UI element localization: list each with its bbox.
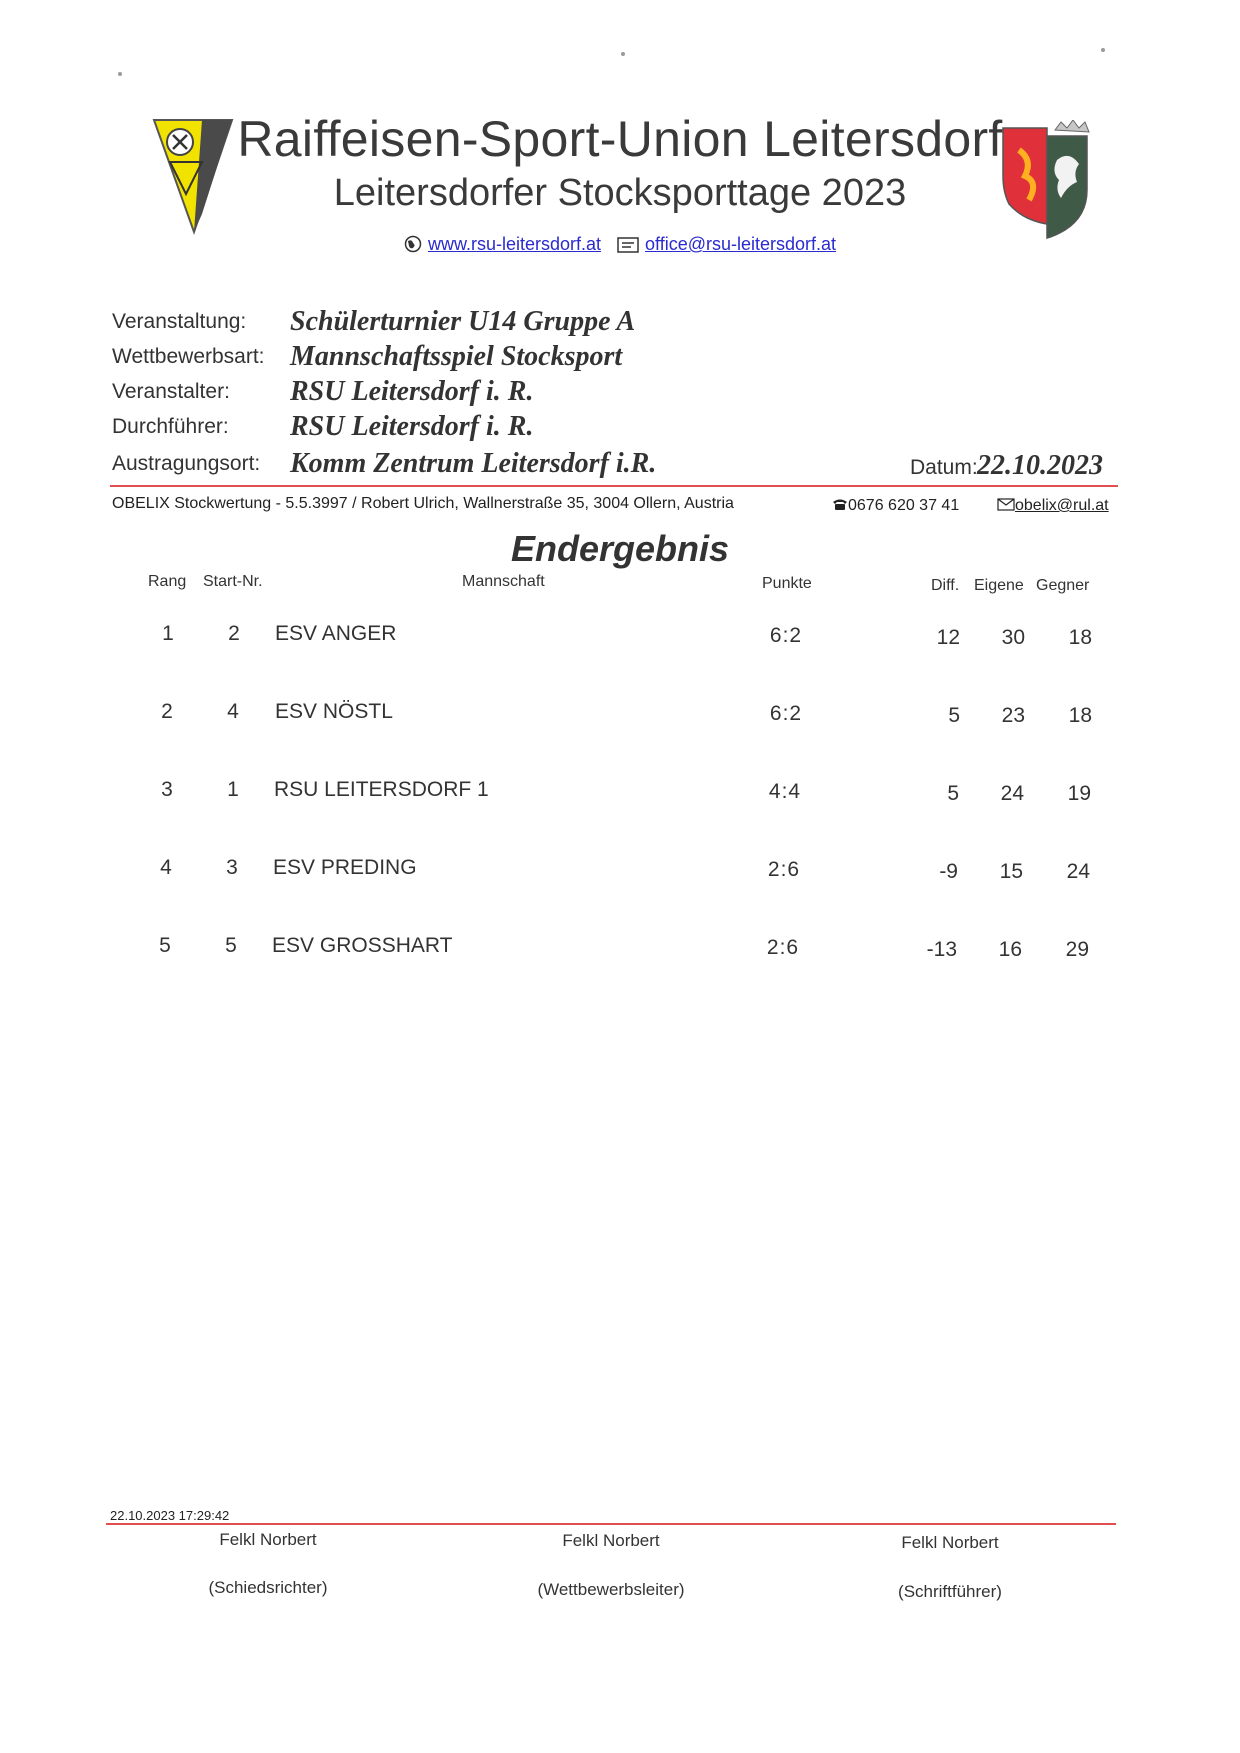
cell-start: 2 bbox=[228, 622, 240, 645]
footer-divider bbox=[106, 1523, 1116, 1525]
cell-gegner: 24 bbox=[1066, 860, 1090, 883]
value-austragungsort: Komm Zentrum Leitersdorf i.R. bbox=[290, 448, 657, 479]
cell-start: 3 bbox=[226, 856, 238, 879]
phone-icon bbox=[832, 498, 848, 511]
cell-rang: 5 bbox=[159, 934, 171, 957]
signature-role: (Wettbewerbsleiter) bbox=[537, 1580, 685, 1599]
value-wettbewerbsart: Mannschaftsspiel Stocksport bbox=[290, 341, 623, 372]
results-title: Endergebnis bbox=[510, 528, 730, 569]
header-mannschaft: Mannschaft bbox=[462, 573, 545, 590]
cell-eigene: 24 bbox=[1000, 782, 1024, 805]
value-veranstalter: RSU Leitersdorf i. R. bbox=[290, 376, 534, 407]
label-durchfuehrer: Durchführer: bbox=[112, 415, 229, 438]
cell-start: 1 bbox=[227, 778, 239, 801]
obelix-email[interactable]: obelix@rul.at bbox=[1015, 497, 1109, 514]
cell-rang: 4 bbox=[160, 856, 172, 879]
cell-start: 4 bbox=[227, 700, 239, 723]
signature-role: (Schiedsrichter) bbox=[208, 1578, 328, 1597]
signature-name: Felkl Norbert bbox=[901, 1533, 999, 1552]
cell-punkte: 6:2 bbox=[769, 702, 803, 725]
header-divider bbox=[110, 485, 1118, 487]
header-eigene: Eigene bbox=[974, 577, 1024, 594]
date-value: 22.10.2023 bbox=[977, 450, 1103, 481]
signature-name: Felkl Norbert bbox=[562, 1531, 660, 1550]
cell-team: ESV GROSSHART bbox=[272, 934, 453, 957]
value-durchfuehrer: RSU Leitersdorf i. R. bbox=[290, 411, 534, 442]
cell-gegner: 18 bbox=[1068, 626, 1092, 649]
cell-team: ESV NÖSTL bbox=[275, 700, 393, 723]
cell-rang: 3 bbox=[161, 778, 173, 801]
cell-team: RSU LEITERSDORF 1 bbox=[274, 778, 489, 801]
cell-eigene: 15 bbox=[999, 860, 1023, 883]
header-punkte: Punkte bbox=[762, 575, 812, 592]
cell-diff: -9 bbox=[939, 860, 958, 883]
cell-rang: 1 bbox=[162, 622, 174, 645]
label-veranstalter: Veranstalter: bbox=[112, 380, 230, 403]
contact-links bbox=[0, 234, 1240, 255]
cell-eigene: 30 bbox=[1001, 626, 1025, 649]
phone-block bbox=[832, 497, 959, 515]
cell-gegner: 18 bbox=[1068, 704, 1092, 727]
cell-rang: 2 bbox=[161, 700, 173, 723]
date-label: Datum: bbox=[910, 456, 978, 479]
software-line: OBELIX Stockwertung - 5.5.3997 / Robert Ulrich, Wallnerstraße 35, 3004 Ollern, Austria bbox=[112, 495, 734, 512]
club-name: Raiffeisen-Sport-Union Leitersdorf bbox=[237, 111, 1003, 167]
globe-icon bbox=[404, 235, 422, 253]
website-link[interactable]: www.rsu-leitersdorf.at bbox=[427, 234, 602, 254]
scan-speck bbox=[1101, 48, 1105, 52]
cell-team: ESV ANGER bbox=[275, 622, 397, 645]
label-wettbewerbsart: Wettbewerbsart: bbox=[112, 345, 265, 368]
label-veranstaltung: Veranstaltung: bbox=[112, 310, 247, 333]
cell-punkte: 2:6 bbox=[766, 936, 800, 959]
scan-speck bbox=[621, 52, 625, 56]
obelix-email-block bbox=[997, 497, 1109, 515]
print-timestamp: 22.10.2023 17:29:42 bbox=[110, 1508, 230, 1523]
cell-punkte: 6:2 bbox=[769, 624, 803, 647]
cell-gegner: 29 bbox=[1065, 938, 1089, 961]
cell-punkte: 4:4 bbox=[768, 780, 802, 803]
event-series-title: Leitersdorfer Stocksporttage 2023 bbox=[333, 172, 907, 214]
header-gegner: Gegner bbox=[1036, 577, 1090, 594]
cell-start: 5 bbox=[225, 934, 237, 957]
cell-diff: 12 bbox=[936, 626, 960, 649]
envelope-icon bbox=[997, 498, 1015, 511]
cell-gegner: 19 bbox=[1067, 782, 1091, 805]
cell-eigene: 16 bbox=[998, 938, 1022, 961]
mail-icon bbox=[617, 237, 639, 253]
header-diff: Diff. bbox=[931, 577, 960, 594]
cell-diff: 5 bbox=[947, 782, 959, 805]
header-rang: Rang bbox=[148, 573, 187, 590]
email-link[interactable]: office@rsu-leitersdorf.at bbox=[645, 234, 837, 254]
signature-name: Felkl Norbert bbox=[219, 1530, 317, 1549]
cell-eigene: 23 bbox=[1001, 704, 1025, 727]
label-austragungsort: Austragungsort: bbox=[112, 452, 261, 475]
cell-punkte: 2:6 bbox=[767, 858, 801, 881]
phone-number: 0676 620 37 41 bbox=[848, 497, 960, 514]
cell-diff: 5 bbox=[948, 704, 960, 727]
value-veranstaltung: Schülerturnier U14 Gruppe A bbox=[290, 306, 636, 337]
scan-speck bbox=[118, 72, 122, 76]
header-start-nr: Start-Nr. bbox=[203, 573, 263, 590]
cell-team: ESV PREDING bbox=[273, 856, 417, 879]
signature-role: (Schriftführer) bbox=[898, 1582, 1002, 1601]
cell-diff: -13 bbox=[926, 938, 957, 961]
